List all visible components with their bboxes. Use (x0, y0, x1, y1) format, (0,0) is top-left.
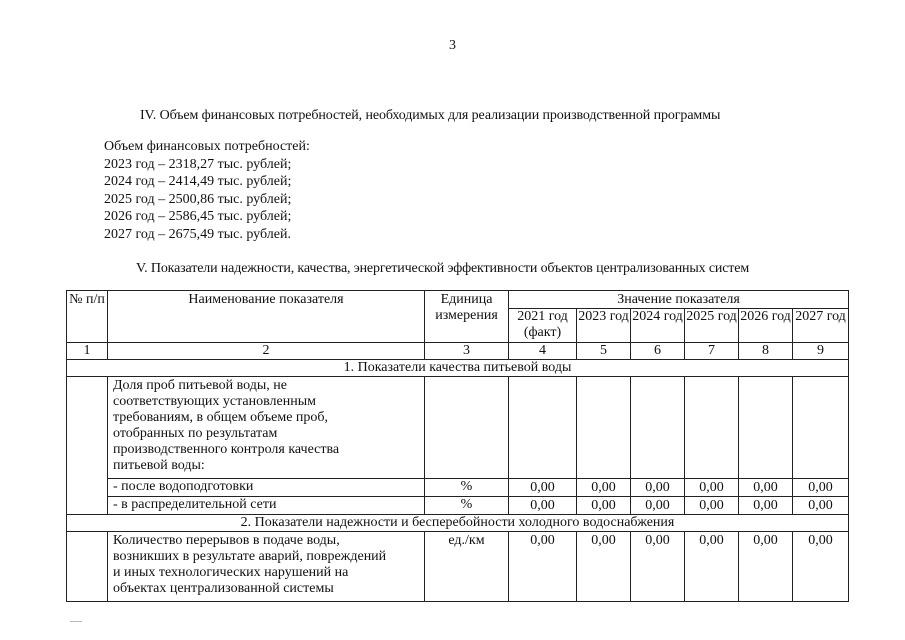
page-number: 3 (449, 38, 456, 53)
empty-cell (685, 377, 739, 479)
col-number: 3 (425, 343, 509, 360)
value-2027: 0,00 (793, 479, 849, 497)
value-2027: 0,00 (793, 497, 849, 515)
value-2021: 0,00 (509, 532, 577, 602)
value-2026: 0,00 (739, 479, 793, 497)
indicators-table (66, 290, 849, 602)
header-year-2025: 2025 год (685, 309, 739, 343)
table-row (67, 497, 849, 515)
col-number: 4 (509, 343, 577, 360)
column-numbers-row (67, 343, 849, 360)
col-number: 9 (793, 343, 849, 360)
value-2024: 0,00 (631, 479, 685, 497)
financial-needs-2027: 2027 год – 2675,49 тыс. рублей. (104, 226, 291, 242)
financial-needs-list (104, 138, 310, 243)
empty-cell (577, 377, 631, 479)
value-2025: 0,00 (685, 497, 739, 515)
financial-needs-2026: 2026 год – 2586,45 тыс. рублей; (104, 209, 292, 224)
row-unit: % (425, 479, 509, 497)
value-2024: 0,00 (631, 497, 685, 515)
empty-cell (631, 377, 685, 479)
col-number: 7 (685, 343, 739, 360)
empty-cell (509, 377, 577, 479)
value-2023: 0,00 (577, 497, 631, 515)
row-number (67, 377, 108, 515)
col-number: 6 (631, 343, 685, 360)
col-number: 1 (67, 343, 108, 360)
section-2-title: 2. Показатели надежности и бесперебойности холодного водоснабжения (67, 515, 849, 532)
header-year-2026: 2026 год (739, 309, 793, 343)
section-1-title: 1. Показатели качества питьевой воды (67, 360, 849, 377)
value-2027: 0,00 (793, 532, 849, 602)
empty-cell (793, 377, 849, 479)
financial-needs-2024: 2024 год – 2414,49 тыс. рублей; (104, 174, 292, 189)
table-row (67, 377, 849, 479)
col-number: 5 (577, 343, 631, 360)
header-no: № п/п (67, 291, 108, 343)
row-number (67, 532, 108, 602)
row-name: Количество перерывов в подаче воды, возникших в результате аварий, повреждений и иных технологических нарушений на объектах централизованной системы (108, 532, 425, 602)
value-2024: 0,00 (631, 532, 685, 602)
value-2021: 0,00 (509, 479, 577, 497)
value-2026: 0,00 (739, 497, 793, 515)
value-2025: 0,00 (685, 479, 739, 497)
indicator-description: Доля проб питьевой воды, не соответствующих установленным требованиям, в общем объеме проб, отобранных по результатам производственного контроля качества питьевой воды: (108, 377, 425, 479)
value-2023: 0,00 (577, 479, 631, 497)
table-row (67, 532, 849, 602)
value-2021: 0,00 (509, 497, 577, 515)
col-number: 8 (739, 343, 793, 360)
section-4-title: IV. Объем финансовых потребностей, необходимых для реализации производственной программы (140, 108, 721, 123)
value-2023: 0,00 (577, 532, 631, 602)
financial-needs-heading: Объем финансовых потребностей: (104, 139, 310, 154)
row-name: - в распределительной сети (108, 497, 425, 515)
financial-needs-2025: 2025 год – 2500,86 тыс. рублей; (104, 191, 292, 207)
scan-artifact-line (70, 621, 82, 622)
table-row (67, 479, 849, 497)
empty-cell (425, 377, 509, 479)
row-unit: ед./км (425, 532, 509, 602)
section-5-title: V. Показатели надежности, качества, энергетической эффективности объектов централизованных систем (136, 261, 750, 276)
value-2025: 0,00 (685, 532, 739, 602)
header-year-2021: 2021 год (факт) (509, 309, 577, 343)
col-number: 2 (108, 343, 425, 360)
row-unit: % (425, 497, 509, 515)
header-unit: Единица измерения (425, 291, 509, 343)
header-year-2023: 2023 год (577, 309, 631, 343)
value-2026: 0,00 (739, 532, 793, 602)
header-year-2027: 2027 год (793, 309, 849, 343)
financial-needs-2023: 2023 год – 2318,27 тыс. рублей; (104, 156, 292, 172)
header-values-group: Значение показателя (509, 291, 849, 309)
row-name: - после водоподготовки (108, 479, 425, 497)
empty-cell (739, 377, 793, 479)
header-indicator-name: Наименование показателя (108, 291, 425, 343)
header-year-2024: 2024 год (631, 309, 685, 343)
